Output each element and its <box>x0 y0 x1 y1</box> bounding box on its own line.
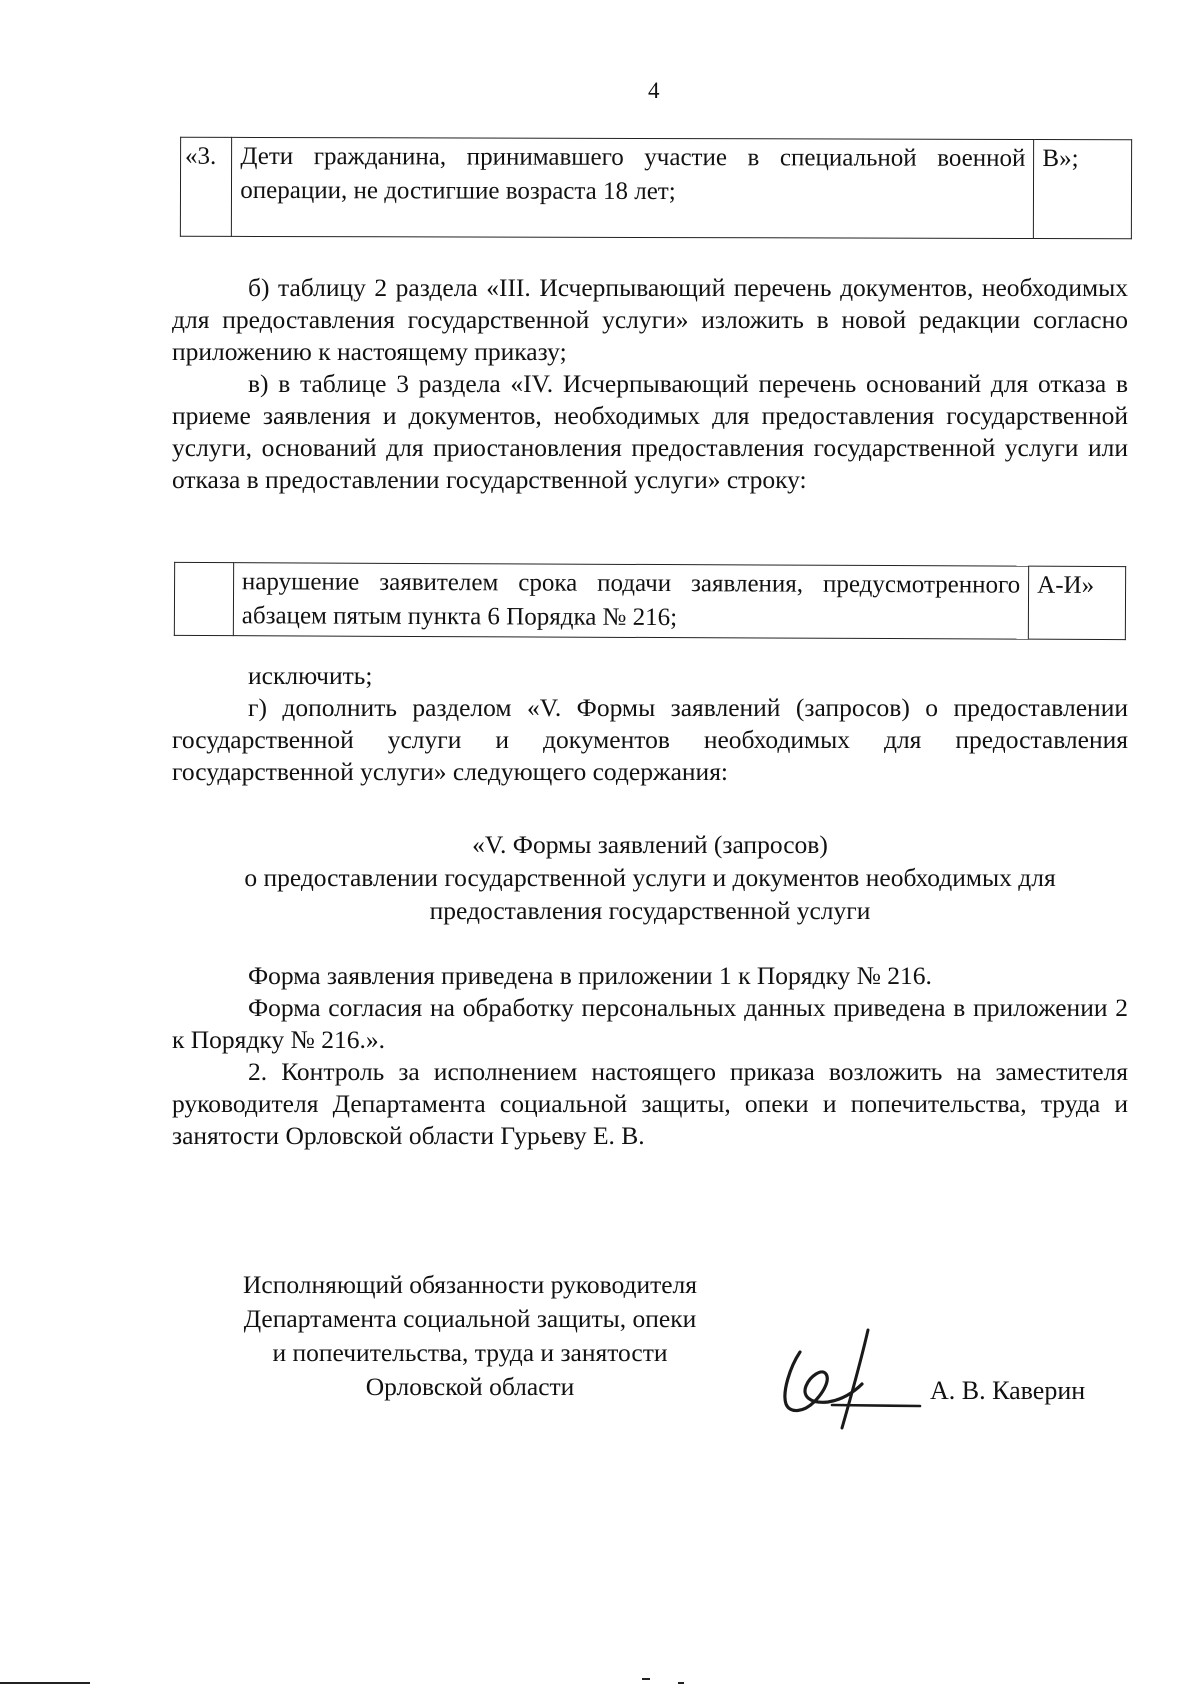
paragraph-g: г) дополнить разделом «V. Формы заявлений (запросов) о предоставлении государственной услуги и документов необходимых для предоставления государственной услуги» следующего содержания: <box>172 693 1128 786</box>
paragraph-v: в) в таблице 3 раздела «IV. Исчерпывающий перечень оснований для отказа в приеме заявления и документов, необходимых для предоставления государственной услуги, оснований для приостановления предоставления государственной услуги или отказа в предоставлении государственной услуги» строку: <box>172 369 1128 494</box>
section-heading-line2: о предоставлении государственной услуги и документов необходимых для <box>244 863 1056 892</box>
signatory-position-line4: Орловской области <box>365 1372 575 1401</box>
section-heading-line1: «V. Формы заявлений (запросов) <box>472 830 828 859</box>
scan-edge-line <box>0 1682 90 1684</box>
table-row-text: нарушение заявителем срока подачи заявления, предусмотренного абзацем пятым пункта 6 Порядка № 216; <box>233 563 1029 639</box>
section-heading <box>172 828 1128 927</box>
paragraph-form-consent: Форма согласия на обработку персональных данных приведена в приложении 2 к Порядку № 216.». <box>172 993 1128 1054</box>
handwritten-signature <box>770 1322 930 1442</box>
table-row-code: А-И» <box>1028 566 1125 639</box>
amendment-paragraphs-1 <box>172 272 1128 496</box>
signatory-position <box>190 1268 750 1404</box>
refusal-table-row <box>174 562 1126 640</box>
table-row-text: Дети гражданина, принимавшего участие в специальной военной операции, не достигшие возраста 18 лет; <box>232 137 1034 238</box>
section-heading-line3: предоставления государственной услуги <box>429 896 871 925</box>
paragraph-control: 2. Контроль за исполнением настоящего приказа возложить на заместителя руководителя Департамента социальной защиты, опеки и попечительства, труда и занятости Орловской области Гурьеву Е. В. <box>172 1057 1128 1150</box>
amendment-paragraphs-3 <box>172 960 1128 1152</box>
page-number: 4 <box>648 78 660 103</box>
paragraph-form-application: Форма заявления приведена в приложении 1 к Порядку № 216. <box>248 961 932 990</box>
amendment-paragraphs-2 <box>172 660 1128 788</box>
table-row-number <box>174 562 233 635</box>
scan-speck <box>678 1682 684 1684</box>
signatory-name: А. В. Каверин <box>930 1376 1086 1405</box>
scan-speck <box>642 1678 650 1680</box>
paragraph-exclude: исключить; <box>248 661 373 690</box>
signatory-position-line1: Исполняющий обязанности руководителя <box>242 1270 698 1299</box>
signatory-position-line3: и попечительства, труда и занятости <box>272 1338 668 1367</box>
table-row-code: В»; <box>1034 139 1132 238</box>
criteria-table-row <box>180 137 1132 239</box>
table-row-number: «3. <box>180 137 232 236</box>
paragraph-b: б) таблицу 2 раздела «III. Исчерпывающий перечень документов, необходимых для предоставления государственной услуги» изложить в новой редакции согласно приложению к настоящему приказу; <box>172 273 1128 366</box>
signatory-position-line2: Департамента социальной защиты, опеки <box>243 1304 697 1333</box>
